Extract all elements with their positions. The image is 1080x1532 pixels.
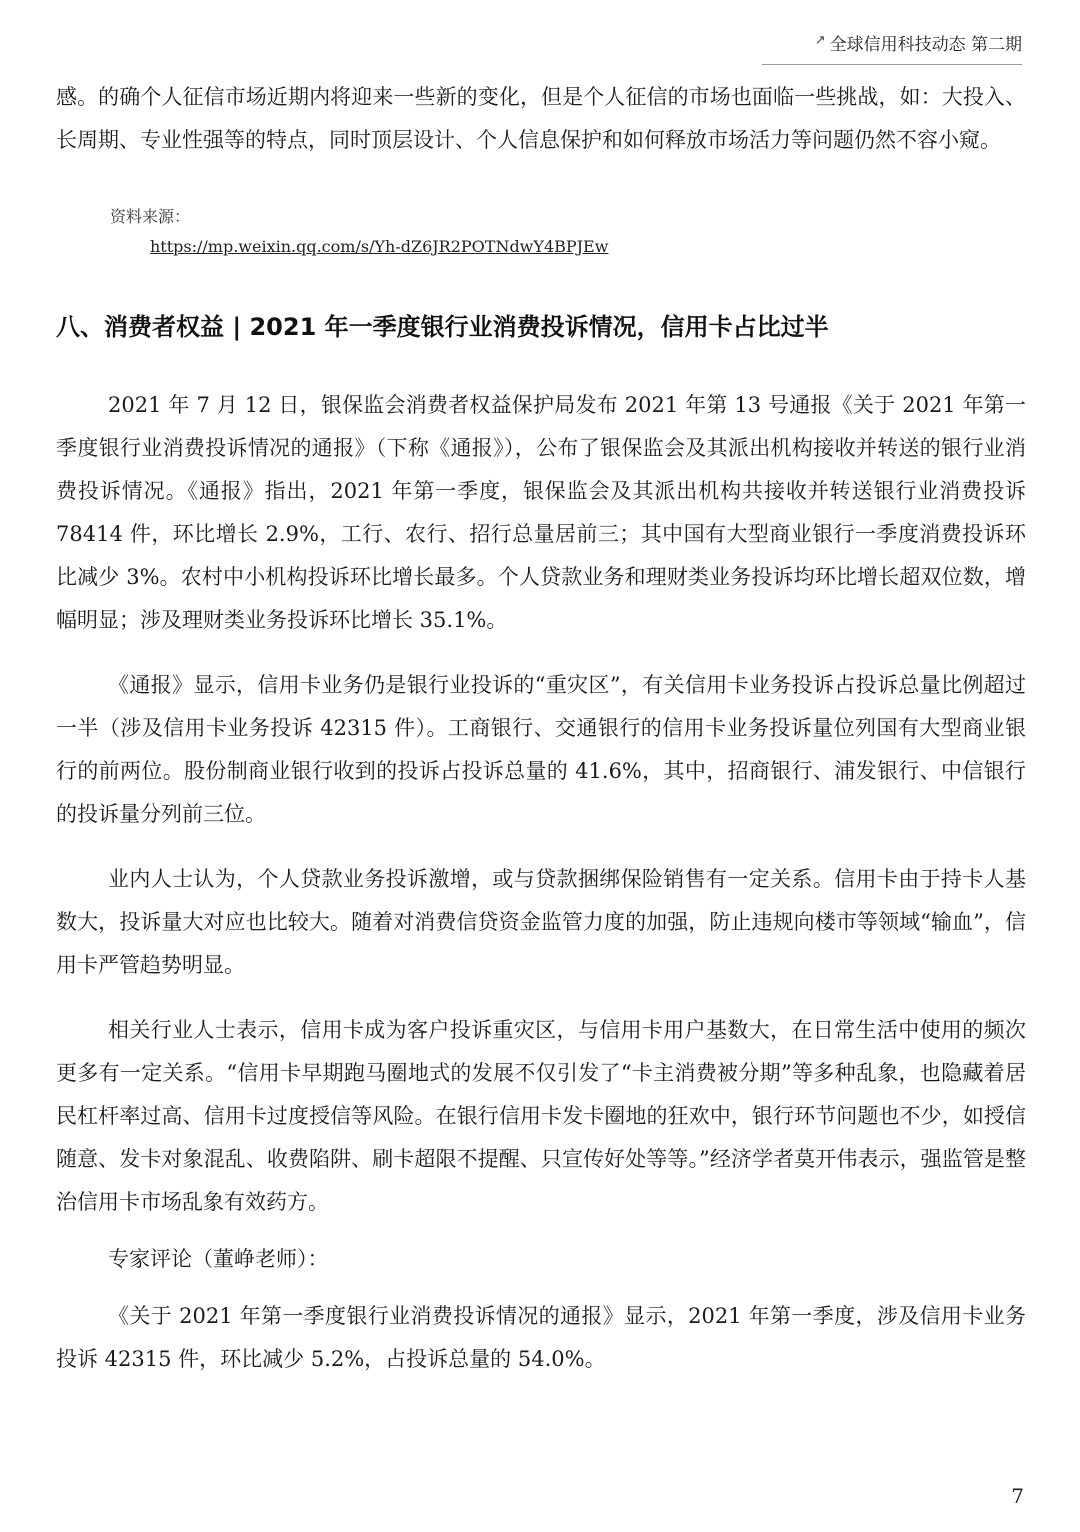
- page-content: [56, 76, 1026, 1381]
- paragraph-expert-quote: 相关行业人士表示，信用卡成为客户投诉重灾区，与信用卡用户基数大，在日常生活中使用的频次更多有一定关系。“信用卡早期跑马圈地式的发展不仅引发了“卡主消费被分期”等多种乱象，也隐藏着居民杠杆率过高、信用卡过度授信等风险。在银行信用卡发卡圈地的狂欢中，银行环节问题也不少，如授信随意、发卡对象混乱、收费陷阱、刷卡超限不提醒、只宣传好处等等。”经济学者莫开伟表示，强监管是整治信用卡市场乱象有效药方。: [56, 1018, 1026, 1214]
- section-title: 八、消费者权益 | 2021 年一季度银行业消费投诉情况，信用卡占比过半: [56, 313, 829, 341]
- running-header: [762, 30, 1022, 65]
- page-number: 7: [1011, 1484, 1024, 1508]
- header-title: 全球信用科技动态 第二期: [829, 35, 1022, 55]
- source-link[interactable]: https://mp.weixin.qq.com/s/Yh-dZ6JR2POTNdwY4BPJEw: [150, 237, 609, 256]
- paragraph-expert-comment: 《关于 2021 年第一季度银行业消费投诉情况的通报》显示，2021 年第一季度，涉及信用卡业务投诉 42315 件，环比减少 5.2%，占投诉总量的 54.0%。: [56, 1304, 1026, 1371]
- source-label: 资料来源：: [110, 207, 191, 226]
- expert-comment-label: 专家评论（董峥老师）：: [108, 1247, 329, 1271]
- paragraph-report-summary: 2021 年 7 月 12 日，银保监会消费者权益保护局发布 2021 年第 13 号通报《关于 2021 年第一季度银行业消费投诉情况的通报》（下称《通报》），公布了银保监会及其派出机构接收并转送的银行业消费投诉情况。《通报》指出，2021 年第一季度，银保监会及其派出机构共接收并转送银行业消费投诉 78414 件，环比增长 2.9%，工行、农行、招行总量居前三；其中国有大型商业银行一季度消费投诉环比减少 3%。农村中小机构投诉环比增长最多。个人贷款业务和理财类业务投诉均环比增长超双位数，增幅明显；涉及理财类业务投诉环比增长 35.1%。: [56, 393, 1026, 632]
- arrow-icon: ↗: [814, 33, 826, 48]
- paragraph-industry-view: 业内人士认为，个人贷款业务投诉激增，或与贷款捆绑保险销售有一定关系。信用卡由于持卡人基数大，投诉量大对应也比较大。随着对消费信贷资金监管力度的加强，防止违规向楼市等领域“输血”，信用卡严管趋势明显。: [56, 867, 1026, 977]
- source-block: [110, 202, 1026, 262]
- paragraph-credit-card-share: 《通报》显示，信用卡业务仍是银行业投诉的“重灾区”，有关信用卡业务投诉占投诉总量比例超过一半（涉及信用卡业务投诉 42315 件）。工商银行、交通银行的信用卡业务投诉量位列国有大型商业银行的前两位。股份制商业银行收到的投诉占投诉总量的 41.6%，其中，招商银行、浦发银行、中信银行的投诉量分列前三位。: [56, 673, 1026, 826]
- intro-paragraph: 感。的确个人征信市场近期内将迎来一些新的变化，但是个人征信的市场也面临一些挑战，如：大投入、长周期、专业性强等的特点，同时顶层设计、个人信息保护和如何释放市场活力等问题仍然不容小窥。: [56, 85, 1026, 152]
